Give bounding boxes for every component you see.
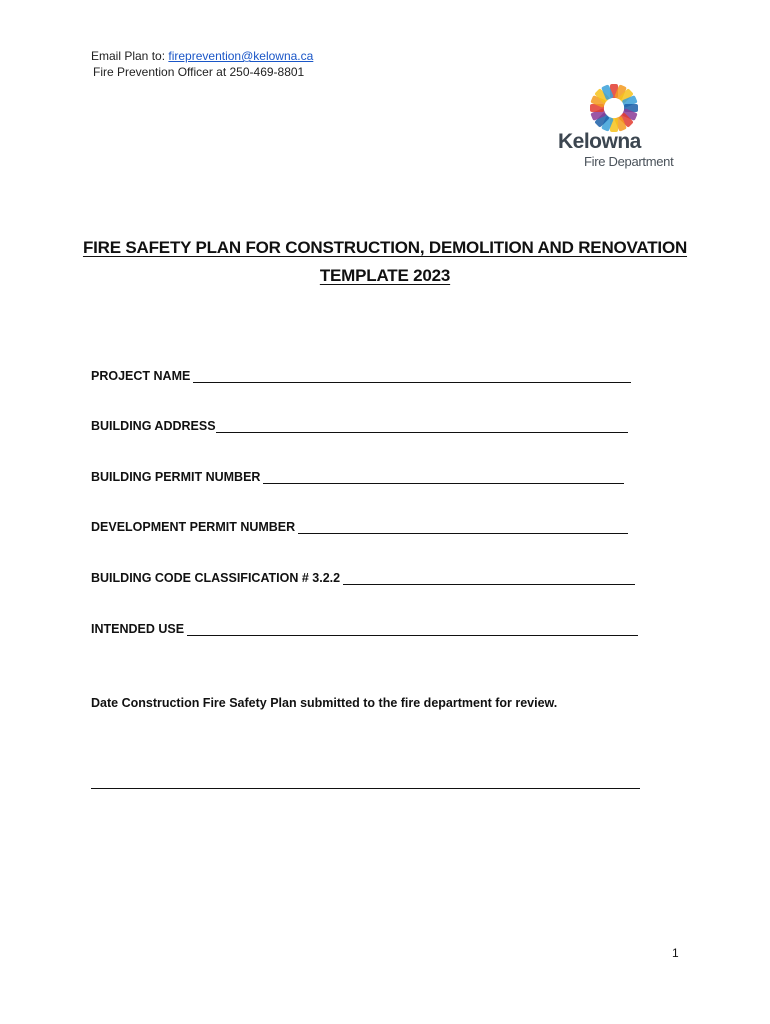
development-permit-number-label: DEVELOPMENT PERMIT NUMBER [91,520,296,534]
submission-note: Date Construction Fire Safety Plan submitted to the fire department for review. [91,696,558,710]
officer-phone-line: Fire Prevention Officer at 250-469-8801 [93,65,305,79]
logo-wordmark: Kelowna [558,130,641,153]
project-name-field [91,369,631,383]
kelowna-emblem-icon [586,82,642,134]
intended-use-blank[interactable] [187,624,638,636]
email-link[interactable]: fireprevention@kelowna.ca [168,49,314,63]
email-prefix: Email Plan to: [91,49,169,63]
kelowna-fire-logo [556,82,686,174]
email-line [91,48,313,64]
building-address-label: BUILDING ADDRESS [91,419,216,433]
title-line-2: TEMPLATE 2023 [319,266,451,285]
building-address-field [91,419,628,433]
submission-date-blank[interactable] [91,778,640,789]
building-address-blank[interactable] [216,421,628,433]
building-permit-number-blank[interactable] [263,472,624,484]
building-code-classification-field [91,571,635,585]
project-name-blank[interactable] [193,371,631,383]
intended-use-field [91,622,638,636]
title-line-1: FIRE SAFETY PLAN FOR CONSTRUCTION, DEMOLITION AND RENOVATION [82,238,688,257]
building-code-classification-label: BUILDING CODE CLASSIFICATION # 3.2.2 [91,571,341,585]
building-code-classification-blank[interactable] [343,573,635,585]
intended-use-label: INTENDED USE [91,622,185,636]
development-permit-number-field [91,520,628,534]
logo-department: Fire Department [584,154,674,169]
project-name-label: PROJECT NAME [91,369,191,383]
building-permit-number-label: BUILDING PERMIT NUMBER [91,470,261,484]
page-number: 1 [672,946,679,960]
development-permit-number-blank[interactable] [298,522,628,534]
document-title [0,234,770,290]
building-permit-number-field [91,470,624,484]
contact-block [91,48,313,80]
